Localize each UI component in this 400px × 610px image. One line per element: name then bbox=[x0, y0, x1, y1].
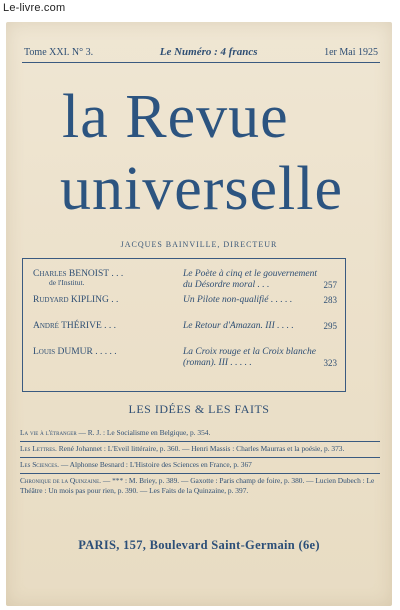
toc-author bbox=[33, 347, 178, 357]
toc-work bbox=[183, 269, 317, 291]
masthead-line-2: universelle bbox=[60, 155, 344, 223]
toc-author bbox=[33, 269, 178, 287]
watermark-text: Le-livre.com bbox=[3, 2, 66, 14]
publisher-address: PARIS, 157, Boulevard Saint-Germain (6e) bbox=[78, 538, 320, 552]
list-item-text: . — Alphonse Besnard : L'Histoire des Sciences en France, p. 367 bbox=[57, 460, 252, 469]
magazine-cover bbox=[6, 22, 392, 606]
list-item-lead: La vie à l'étranger bbox=[20, 428, 77, 437]
toc-work-title: Un Pilote non-qualifié bbox=[183, 295, 269, 305]
list-item bbox=[20, 458, 380, 474]
list-item-text: — R. J. : Le Socialisme en Belgique, p. 354. bbox=[76, 428, 211, 437]
toc-work-dots: . . . . bbox=[277, 321, 294, 331]
toc-page: 295 bbox=[323, 321, 337, 331]
issue-date: 1er Mai 1925 bbox=[324, 47, 378, 58]
toc-work-title: Le Retour d'Amazan. III bbox=[183, 321, 275, 331]
toc-author-dots: . . bbox=[111, 295, 119, 305]
issue-header bbox=[24, 46, 378, 58]
list-item-text: . — *** : M. Briey, p. 389. — Gaxotte : Paris champ de foire, p. 380. — Lucien Dubech : Le Théâtre : Un mois pas pour rien, p. 390. — Les Faits de la Quinzaine, p. 397. bbox=[20, 476, 375, 495]
table-of-contents bbox=[22, 258, 346, 392]
toc-work-dots: . . . bbox=[257, 279, 270, 290]
ideas-and-facts-list bbox=[20, 426, 380, 499]
header-rule bbox=[22, 62, 380, 63]
toc-work-title: Le Poète à cinq et le gouvernement du Désordre moral bbox=[183, 269, 318, 290]
toc-author-name: Louis DUMUR bbox=[33, 347, 93, 357]
list-item-lead: Les Lettres bbox=[20, 444, 56, 453]
toc-work bbox=[183, 347, 317, 369]
toc-author-name: Charles BENOIST bbox=[33, 269, 110, 279]
toc-author-name: André THÉRIVE bbox=[33, 321, 102, 331]
toc-work bbox=[183, 321, 317, 332]
section-title: LES IDÉES & LES FAITS bbox=[128, 402, 270, 416]
toc-row bbox=[33, 269, 337, 295]
toc-author bbox=[33, 295, 178, 305]
toc-author-note: de l'Institut. bbox=[49, 278, 85, 287]
toc-author-dots: . . . bbox=[111, 269, 124, 279]
masthead-line-1: la Revue bbox=[62, 83, 289, 151]
toc-author bbox=[33, 321, 178, 331]
issue-price: Le Numéro : 4 francs bbox=[159, 46, 258, 58]
list-item-text: . René Johannet : L'Eveil littéraire, p. 360. — Henri Massis : Charles Maurras et la poésie, p. 373. bbox=[55, 444, 345, 453]
list-item bbox=[20, 442, 380, 458]
issue-number: Tome XXI. N° 3. bbox=[24, 47, 94, 58]
toc-author-dots: . . . . . bbox=[95, 347, 117, 357]
toc-work-dots: . . . . . bbox=[270, 295, 293, 305]
toc-author-name: Rudyard KIPLING bbox=[33, 295, 109, 305]
toc-page: 283 bbox=[323, 295, 337, 305]
toc-page: 257 bbox=[323, 280, 337, 290]
toc-author-dots: . . . bbox=[104, 321, 116, 331]
list-item-lead: Les Sciences bbox=[20, 460, 58, 469]
director-credit: JACQUES BAINVILLE, DIRECTEUR bbox=[120, 240, 278, 249]
list-item-lead: Chronique de la Quinzaine bbox=[20, 476, 100, 485]
toc-work-title: La Croix rouge et la Croix blanche (roman). III bbox=[183, 347, 316, 368]
toc-row bbox=[33, 295, 337, 321]
toc-work-dots: . . . . . bbox=[230, 357, 252, 368]
toc-row bbox=[33, 321, 337, 347]
toc-page: 323 bbox=[323, 358, 337, 368]
toc-row bbox=[33, 347, 337, 379]
toc-work bbox=[183, 295, 317, 306]
list-item bbox=[20, 426, 380, 442]
list-item bbox=[20, 474, 380, 499]
